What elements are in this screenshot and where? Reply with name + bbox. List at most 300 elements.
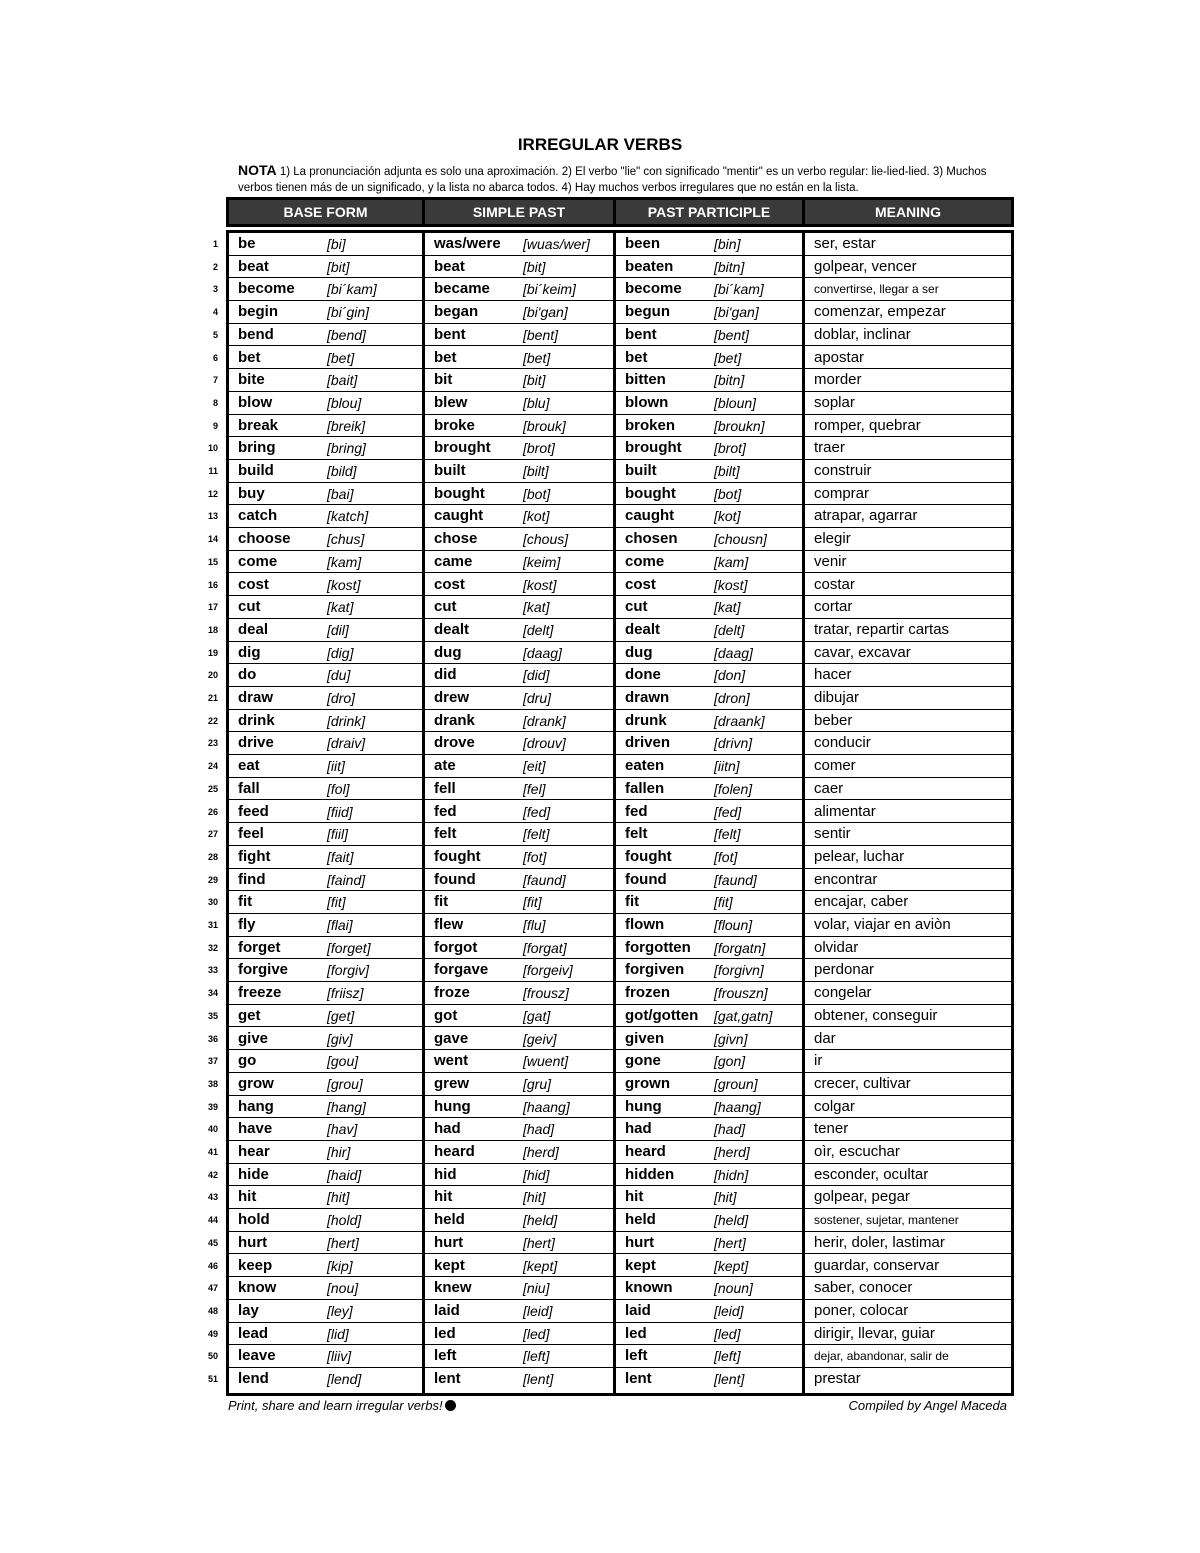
footer-right: Compiled by Angel Maceda	[848, 1398, 1007, 1413]
base-form: forget	[238, 938, 281, 956]
pronunciation: [iit]	[327, 758, 345, 775]
table-row	[805, 528, 1011, 551]
meaning: tratar, repartir cartas	[814, 620, 950, 638]
meaning: poner, colocar	[814, 1301, 909, 1319]
meaning: crecer, cultivar	[814, 1074, 911, 1092]
table-row	[616, 619, 802, 642]
meaning: dejar, abandonar, salir de	[814, 1349, 949, 1364]
simple-past: drew	[434, 689, 470, 706]
table-row	[229, 369, 422, 392]
table-row	[616, 460, 802, 483]
base-form: fit	[238, 893, 253, 911]
table-row	[805, 301, 1011, 324]
pronunciation: [bloun]	[714, 394, 757, 411]
table-row	[616, 937, 802, 960]
past-participle: begun	[625, 303, 670, 321]
past-participle: chosen	[625, 530, 678, 548]
meaning: romper, quebrar	[814, 416, 921, 434]
table-row	[616, 483, 802, 506]
simple-past: beat	[434, 257, 465, 275]
meaning: caer	[814, 779, 844, 797]
past-participle: drawn	[625, 689, 670, 706]
table-row	[229, 937, 422, 960]
pronunciation: [bot]	[523, 485, 551, 502]
table-row	[425, 755, 613, 778]
pronunciation: [chus]	[327, 531, 365, 548]
meaning: hacer	[814, 666, 852, 684]
table-row	[805, 369, 1011, 392]
simple-past: drove	[434, 734, 475, 752]
meaning: venir	[814, 552, 847, 570]
table-row	[425, 1118, 613, 1141]
pronunciation: [brot]	[714, 440, 746, 457]
meaning: obtener, conseguir	[814, 1006, 938, 1024]
table-row	[616, 528, 802, 551]
table-row	[425, 891, 613, 914]
pronunciation: [frousz]	[523, 985, 569, 1002]
simple-past: froze	[434, 984, 470, 1002]
pronunciation: [fit]	[714, 894, 733, 911]
table-row	[805, 914, 1011, 937]
table-row	[425, 528, 613, 551]
base-form: bet	[238, 348, 261, 366]
simple-past: came	[434, 552, 473, 570]
past-participle: led	[625, 1324, 647, 1342]
table-row	[229, 869, 422, 892]
table-row	[805, 1028, 1011, 1051]
table-row	[425, 1323, 613, 1346]
meaning: tener	[814, 1120, 849, 1138]
pronunciation: [fot]	[523, 848, 547, 865]
pronunciation: [gat]	[523, 1007, 551, 1024]
pronunciation: [led]	[714, 1325, 741, 1342]
table-row	[805, 415, 1011, 438]
meaning: herir, doler, lastimar	[814, 1233, 945, 1251]
row-number: 17	[207, 602, 218, 613]
table-row	[616, 301, 802, 324]
pronunciation: [drivn]	[714, 735, 753, 752]
simple-past: got	[434, 1006, 458, 1024]
pronunciation: [fiid]	[327, 803, 353, 820]
pronunciation: [flu]	[523, 917, 546, 933]
table-row	[229, 324, 422, 347]
table-row	[229, 1164, 422, 1187]
pronunciation: [kat]	[523, 599, 550, 616]
simple-past: drank	[434, 711, 475, 729]
pronunciation: [draiv]	[327, 735, 366, 752]
base-form: feel	[238, 825, 264, 843]
row-number: 47	[207, 1283, 218, 1294]
pronunciation: [wuent]	[523, 1053, 569, 1070]
table-row	[616, 1300, 802, 1323]
base-form: eat	[238, 757, 260, 775]
pronunciation: [ley]	[327, 1302, 353, 1319]
simple-past: cut	[434, 598, 457, 616]
simple-past: bought	[434, 484, 485, 502]
past-participle: bought	[625, 484, 676, 502]
simple-past: became	[434, 280, 490, 298]
table-row	[805, 1096, 1011, 1119]
table-row	[805, 891, 1011, 914]
meaning: conducir	[814, 734, 871, 752]
meaning: golpear, pegar	[814, 1188, 910, 1206]
row-number: 32	[207, 942, 218, 953]
row-number: 46	[207, 1260, 218, 1271]
pronunciation: [dro]	[327, 690, 356, 706]
table-row	[229, 1277, 422, 1300]
table-row	[229, 778, 422, 801]
row-number: 38	[207, 1078, 218, 1089]
pronunciation: [fol]	[327, 780, 350, 797]
table-row	[805, 846, 1011, 869]
table-row	[616, 278, 802, 301]
meaning: morder	[814, 371, 862, 389]
table-row	[229, 437, 422, 460]
table-row	[616, 1186, 802, 1209]
note-text: 1) La pronunciación adjunta es solo una aproximación. 2) El verbo "lie" con significado "mentir" es un verbo regular: lie-lied-lied. 3) Muchos verbos tienen más de un significado, y la lista no abarca todos. 4) Hay muchos verbos irregulares que no están en la lista.	[238, 166, 987, 194]
verbs-table	[226, 230, 1014, 1396]
pronunciation: [nou]	[327, 1280, 359, 1297]
table-row	[616, 1368, 802, 1391]
row-number: 2	[212, 261, 218, 272]
pronunciation: [folen]	[714, 780, 753, 797]
base-form: drink	[238, 711, 275, 729]
table-row	[425, 732, 613, 755]
pronunciation: [du]	[327, 667, 351, 684]
table-row	[425, 324, 613, 347]
table-row	[616, 1164, 802, 1187]
table-row	[425, 301, 613, 324]
pronunciation: [gat,gatn]	[714, 1007, 773, 1024]
past-participle: left	[625, 1347, 648, 1365]
table-row	[805, 619, 1011, 642]
meaning: convertirse, llegar a ser	[814, 282, 939, 297]
pronunciation: [kost]	[523, 576, 557, 593]
past-participle: kept	[625, 1256, 656, 1274]
table-row	[229, 642, 422, 665]
row-number: 20	[207, 670, 218, 681]
table-row	[229, 710, 422, 733]
past-participle: fit	[625, 893, 640, 911]
meaning: elegir	[814, 530, 851, 548]
past-participle: given	[625, 1029, 665, 1047]
pronunciation: [bi'gan]	[714, 304, 759, 321]
table-row	[229, 619, 422, 642]
footer-left	[228, 1398, 456, 1413]
table-row	[425, 1141, 613, 1164]
table-row	[229, 1186, 422, 1209]
base-form: buy	[238, 484, 265, 502]
table-row	[229, 256, 422, 279]
base-form: bend	[238, 325, 274, 343]
base-form: hit	[238, 1188, 257, 1206]
table-row	[425, 1232, 613, 1255]
base-form: lay	[238, 1301, 259, 1319]
pronunciation: [kat]	[714, 599, 741, 616]
past-participle: bet	[625, 348, 648, 366]
row-number: 34	[207, 988, 218, 999]
meaning: ser, estar	[814, 235, 876, 252]
pronunciation: [fait]	[327, 848, 354, 865]
table-row	[616, 664, 802, 687]
table-row	[805, 437, 1011, 460]
meaning: beber	[814, 711, 853, 729]
pronunciation: [kip]	[327, 1257, 353, 1274]
table-row	[229, 664, 422, 687]
pronunciation: [lid]	[327, 1325, 349, 1342]
table-row	[425, 1345, 613, 1368]
row-number: 21	[207, 693, 218, 703]
pronunciation: [fot]	[714, 848, 738, 865]
pronunciation: [bi]	[327, 236, 346, 252]
simple-past: fell	[434, 779, 456, 797]
row-number: 7	[212, 375, 218, 386]
pronunciation: [forget]	[327, 939, 371, 956]
past-participle: eaten	[625, 757, 665, 775]
simple-past: cost	[434, 575, 465, 593]
base-form: lead	[238, 1324, 269, 1342]
column-simple-past	[425, 233, 613, 1393]
table-row	[805, 392, 1011, 415]
base-form: grow	[238, 1074, 274, 1092]
table-row	[805, 278, 1011, 301]
table-row	[425, 1073, 613, 1096]
base-form: break	[238, 416, 279, 434]
pronunciation: [delt]	[523, 621, 554, 638]
table-row	[229, 1028, 422, 1051]
table-row	[425, 256, 613, 279]
table-row	[616, 1073, 802, 1096]
meaning: construir	[814, 462, 872, 479]
base-form: choose	[238, 530, 291, 548]
pronunciation: [bi´keim]	[523, 281, 576, 298]
past-participle: hidden	[625, 1165, 675, 1183]
past-participle: held	[625, 1211, 656, 1229]
pronunciation: [bit]	[523, 258, 546, 275]
pronunciation: [bent]	[714, 326, 750, 343]
past-participle: hit	[625, 1188, 644, 1206]
table-row	[425, 619, 613, 642]
pronunciation: [had]	[714, 1121, 746, 1138]
table-row	[229, 732, 422, 755]
simple-past: chose	[434, 530, 478, 548]
past-participle: hung	[625, 1097, 662, 1115]
table-row	[805, 1255, 1011, 1278]
row-number: 31	[207, 920, 218, 930]
table-row	[616, 256, 802, 279]
table-row	[229, 1141, 422, 1164]
table-row	[805, 664, 1011, 687]
pronunciation: [draank]	[714, 712, 765, 729]
pronunciation: [eit]	[523, 758, 546, 775]
table-row	[425, 437, 613, 460]
row-number: 16	[207, 579, 218, 590]
pronunciation: [kam]	[714, 553, 749, 570]
base-form: leave	[238, 1347, 276, 1365]
table-row	[805, 982, 1011, 1005]
pronunciation: [bot]	[714, 485, 742, 502]
table-row	[229, 392, 422, 415]
table-row	[425, 914, 613, 937]
table-row	[229, 1368, 422, 1391]
meaning: oìr, escuchar	[814, 1143, 900, 1160]
table-row	[805, 755, 1011, 778]
pronunciation: [geiv]	[523, 1030, 557, 1047]
simple-past: gave	[434, 1029, 469, 1047]
past-participle: gone	[625, 1052, 661, 1070]
meaning: alimentar	[814, 802, 876, 820]
table-row	[616, 437, 802, 460]
pronunciation: [lent]	[714, 1371, 745, 1387]
table-row	[229, 914, 422, 937]
table-row	[229, 1323, 422, 1346]
base-form: give	[238, 1029, 269, 1047]
past-participle: cost	[625, 575, 656, 593]
meaning: atrapar, agarrar	[814, 507, 918, 525]
past-participle: bitten	[625, 371, 666, 389]
table-row	[805, 1164, 1011, 1187]
table-row	[805, 574, 1011, 597]
meaning: encontrar	[814, 870, 878, 888]
base-form: hear	[238, 1143, 270, 1160]
header-meaning: MEANING	[805, 200, 1011, 224]
meaning: traer	[814, 439, 845, 457]
table-row	[229, 301, 422, 324]
table-row	[805, 505, 1011, 528]
simple-past: hung	[434, 1097, 471, 1115]
pronunciation: [hold]	[327, 1212, 362, 1229]
row-number: 33	[207, 965, 218, 976]
table-row	[805, 687, 1011, 710]
pronunciation: [held]	[714, 1212, 749, 1229]
base-form: fly	[238, 916, 256, 933]
base-form: freeze	[238, 984, 282, 1002]
pronunciation: [dil]	[327, 621, 349, 638]
simple-past: went	[434, 1052, 469, 1070]
table-row	[805, 1300, 1011, 1323]
row-number: 45	[207, 1237, 218, 1248]
table-row	[805, 1050, 1011, 1073]
pronunciation: [felt]	[523, 826, 550, 843]
pronunciation: [bet]	[523, 349, 551, 366]
meaning: golpear, vencer	[814, 257, 917, 275]
simple-past: dealt	[434, 620, 470, 638]
table-row	[805, 959, 1011, 982]
pronunciation: [noun]	[714, 1280, 753, 1297]
table-row	[425, 1096, 613, 1119]
pronunciation: [bi´kam]	[714, 281, 764, 298]
base-form: catch	[238, 507, 278, 525]
pronunciation: [bait]	[327, 372, 358, 389]
table-row	[805, 937, 1011, 960]
pronunciation: [kost]	[714, 576, 748, 593]
pronunciation: [kam]	[327, 553, 362, 570]
pronunciation: [delt]	[714, 621, 745, 638]
base-form: know	[238, 1279, 277, 1297]
pronunciation: [bring]	[327, 440, 366, 457]
row-number: 35	[207, 1010, 218, 1021]
base-form: fight	[238, 847, 271, 865]
pronunciation: [leid]	[714, 1302, 744, 1319]
table-row	[805, 732, 1011, 755]
pronunciation: [haang]	[523, 1098, 570, 1115]
pronunciation: [don]	[714, 667, 746, 684]
table-row	[616, 687, 802, 710]
base-form: get	[238, 1006, 261, 1024]
table-row	[229, 755, 422, 778]
pronunciation: [forgeiv]	[523, 962, 573, 979]
past-participle: lent	[625, 1370, 652, 1387]
simple-past: lent	[434, 1370, 461, 1387]
table-row	[805, 778, 1011, 801]
table-row	[425, 664, 613, 687]
pronunciation: [katch]	[327, 508, 369, 525]
table-row	[229, 1232, 422, 1255]
pronunciation: [groun]	[714, 1075, 758, 1092]
table-row	[805, 1277, 1011, 1300]
simple-past: had	[434, 1120, 461, 1138]
table-row	[805, 596, 1011, 619]
row-number: 12	[207, 488, 218, 499]
table-row	[229, 347, 422, 370]
table-row	[425, 1028, 613, 1051]
pronunciation: [fit]	[523, 894, 542, 911]
table-row	[805, 642, 1011, 665]
simple-past: laid	[434, 1301, 460, 1319]
table-row	[229, 1073, 422, 1096]
meaning: guardar, conservar	[814, 1256, 940, 1274]
pronunciation: [kot]	[523, 508, 550, 525]
table-row	[805, 347, 1011, 370]
table-row	[229, 1005, 422, 1028]
pronunciation: [brot]	[523, 440, 555, 457]
meaning: sentir	[814, 825, 851, 843]
column-past-participle	[616, 233, 802, 1393]
pronunciation: [kept]	[714, 1257, 749, 1274]
table-row	[229, 687, 422, 710]
table-row	[616, 846, 802, 869]
simple-past: hid	[434, 1165, 457, 1183]
pronunciation: [haid]	[327, 1166, 362, 1183]
base-form: blow	[238, 393, 273, 411]
meaning: colgar	[814, 1097, 855, 1115]
pronunciation: [lend]	[327, 1371, 362, 1387]
table-row	[229, 505, 422, 528]
table-row	[616, 551, 802, 574]
table-row	[425, 959, 613, 982]
pronunciation: [gon]	[714, 1053, 746, 1070]
table-row	[425, 1005, 613, 1028]
table-row	[616, 1209, 802, 1232]
past-participle: felt	[625, 825, 648, 843]
table-row	[805, 710, 1011, 733]
table-row	[616, 823, 802, 846]
simple-past: knew	[434, 1279, 472, 1297]
pronunciation: [hid]	[523, 1166, 550, 1183]
table-row	[616, 1255, 802, 1278]
pronunciation: [niu]	[523, 1280, 550, 1297]
table-row	[616, 1232, 802, 1255]
table-row	[425, 1368, 613, 1391]
pronunciation: [drink]	[327, 712, 366, 729]
past-participle: grown	[625, 1074, 670, 1092]
row-number: 23	[207, 738, 218, 749]
past-participle: flown	[625, 916, 665, 933]
pronunciation: [broukn]	[714, 417, 765, 434]
meaning: costar	[814, 575, 855, 593]
simple-past: bet	[434, 348, 457, 366]
simple-past: did	[434, 666, 457, 684]
